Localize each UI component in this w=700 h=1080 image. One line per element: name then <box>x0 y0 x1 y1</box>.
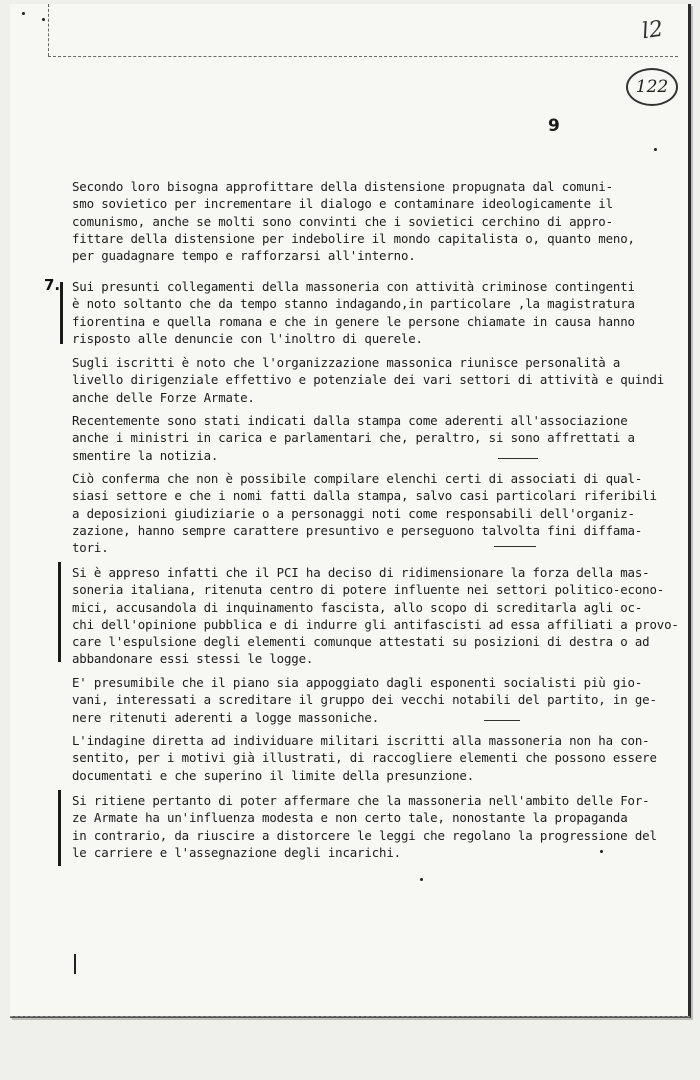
fold-line <box>48 56 678 57</box>
photocopy-speck <box>600 850 603 853</box>
photocopy-speck <box>420 878 423 881</box>
text-line: Recentemente sono stati indicati dalla stampa come aderenti all'associazione <box>72 413 628 428</box>
text-line: risposto alle denuncie con l'inoltro di querele. <box>72 330 423 346</box>
text-line: smentire la notizia. <box>72 447 219 463</box>
text-line: L'indagine diretta ad individuare militari iscritti alla massoneria non ha con- <box>72 733 650 748</box>
margin-tick-mark <box>74 954 76 974</box>
text-line: smo sovietico per incrementare il dialogo e contaminare ideologicamente il <box>72 196 613 212</box>
text-line: comunismo, anche se molti sono convinti che i sovietici cerchino di appro- <box>72 213 613 229</box>
page-bottom-edge <box>10 1016 690 1017</box>
paragraph-1 <box>72 178 672 264</box>
section-number: 7. <box>44 276 61 294</box>
text-line: Secondo loro bisogna approfittare della distensione propugnata dal comuni- <box>72 179 613 194</box>
photocopy-speck <box>42 18 45 21</box>
text-line: chi dell'opinione pubblica e di indurre gli antifascisti ad essa affiliati a provo- <box>72 616 679 632</box>
underline-mark <box>494 546 536 547</box>
text-line: è noto soltanto che da tempo stanno indagando,in particolare ,la magistratura <box>72 296 635 312</box>
photocopy-speck <box>22 12 25 15</box>
page-stamp-number: 122 <box>626 68 678 106</box>
fold-corner <box>48 4 49 56</box>
paragraph-8 <box>72 732 672 784</box>
text-line: zazione, hanno sempre carattere presuntivo e perseguono talvolta fini diffama- <box>72 522 643 538</box>
text-line: siasi settore e che i nomi fatti dalla stampa, salvo casi particolari riferibili <box>72 488 657 504</box>
margin-bar <box>60 282 63 344</box>
paragraph-6 <box>72 564 679 668</box>
text-line: livello dirigenziale effettivo e potenziale dei vari settori di attività e quindi <box>72 372 665 388</box>
text-line: a deposizioni giudiziarie o a personaggi noti come responsabili dell'organiz- <box>72 505 635 521</box>
page-number: 9 <box>548 116 560 136</box>
paragraph-2 <box>72 278 672 347</box>
text-line: Sugli iscritti è noto che l'organizzazione massonica riunisce personalità a <box>72 355 621 370</box>
text-line: fittare della distensione per indebolire il mondo capitalista o, quanto meno, <box>72 230 635 246</box>
text-line: abbandonare essi stessi le logge. <box>72 651 314 667</box>
text-line: E' presumibile che il piano sia appoggiato dagli esponenti socialisti più gio- <box>72 675 643 690</box>
text-line: le carriere e l'assegnazione degli incarichi. <box>72 844 401 860</box>
paragraph-9 <box>72 792 672 861</box>
underline-mark <box>484 720 520 721</box>
text-line: sentito, per i motivi già illustrati, di raccogliere elementi che possono essere <box>72 750 657 766</box>
text-line: Si è appreso infatti che il PCI ha deciso di ridimensionare la forza della mas- <box>72 565 650 580</box>
handwritten-mark: l2 <box>640 16 665 45</box>
text-line: in contrario, da riuscire a distorcere le leggi che regolano la progressione del <box>72 827 657 843</box>
paragraph-4 <box>72 412 672 464</box>
text-line: nere ritenuti aderenti a logge massoniche. <box>72 709 380 725</box>
margin-bar <box>58 790 61 866</box>
text-line: ze Armate ha un'influenza modesta e non certo tale, nonostante la propaganda <box>72 810 628 826</box>
photocopy-speck <box>654 148 657 151</box>
text-line: vani, interessati a screditare il gruppo dei vecchi notabili del partito, in ge- <box>72 692 657 708</box>
paragraph-3 <box>72 354 672 406</box>
text-line: documentati e che superino il limite della presunzione. <box>72 767 475 783</box>
text-line: anche i ministri in carica e parlamentari che, peraltro, si sono affrettati a <box>72 430 635 446</box>
paragraph-5 <box>72 470 672 556</box>
text-line: per guadagnare tempo e rafforzarsi all'interno. <box>72 248 416 264</box>
text-line: Sui presunti collegamenti della massoneria con attività criminose contingenti <box>72 279 635 294</box>
text-line: Si ritiene pertanto di poter affermare che la massoneria nell'ambito delle For- <box>72 793 650 808</box>
text-line: tori. <box>72 540 109 556</box>
margin-bar <box>58 562 61 662</box>
text-line: care l'espulsione degli elementi comunque attestati su posizioni di destra o ad <box>72 634 650 650</box>
paragraph-7 <box>72 674 672 726</box>
text-line: anche delle Forze Armate. <box>72 389 255 405</box>
underline-mark <box>498 458 538 459</box>
text-line: Ciò conferma che non è possibile compilare elenchi certi di associati di qual- <box>72 471 643 486</box>
text-line: soneria italiana, ritenuta centro di potere influente nei settori politico-econo- <box>72 582 665 598</box>
text-line: mici, accusandola di inquinamento fascista, allo scopo di screditarla agli oc- <box>72 599 643 615</box>
text-line: fiorentina e quella romana e che in genere le persone chiamate in causa hanno <box>72 313 635 329</box>
